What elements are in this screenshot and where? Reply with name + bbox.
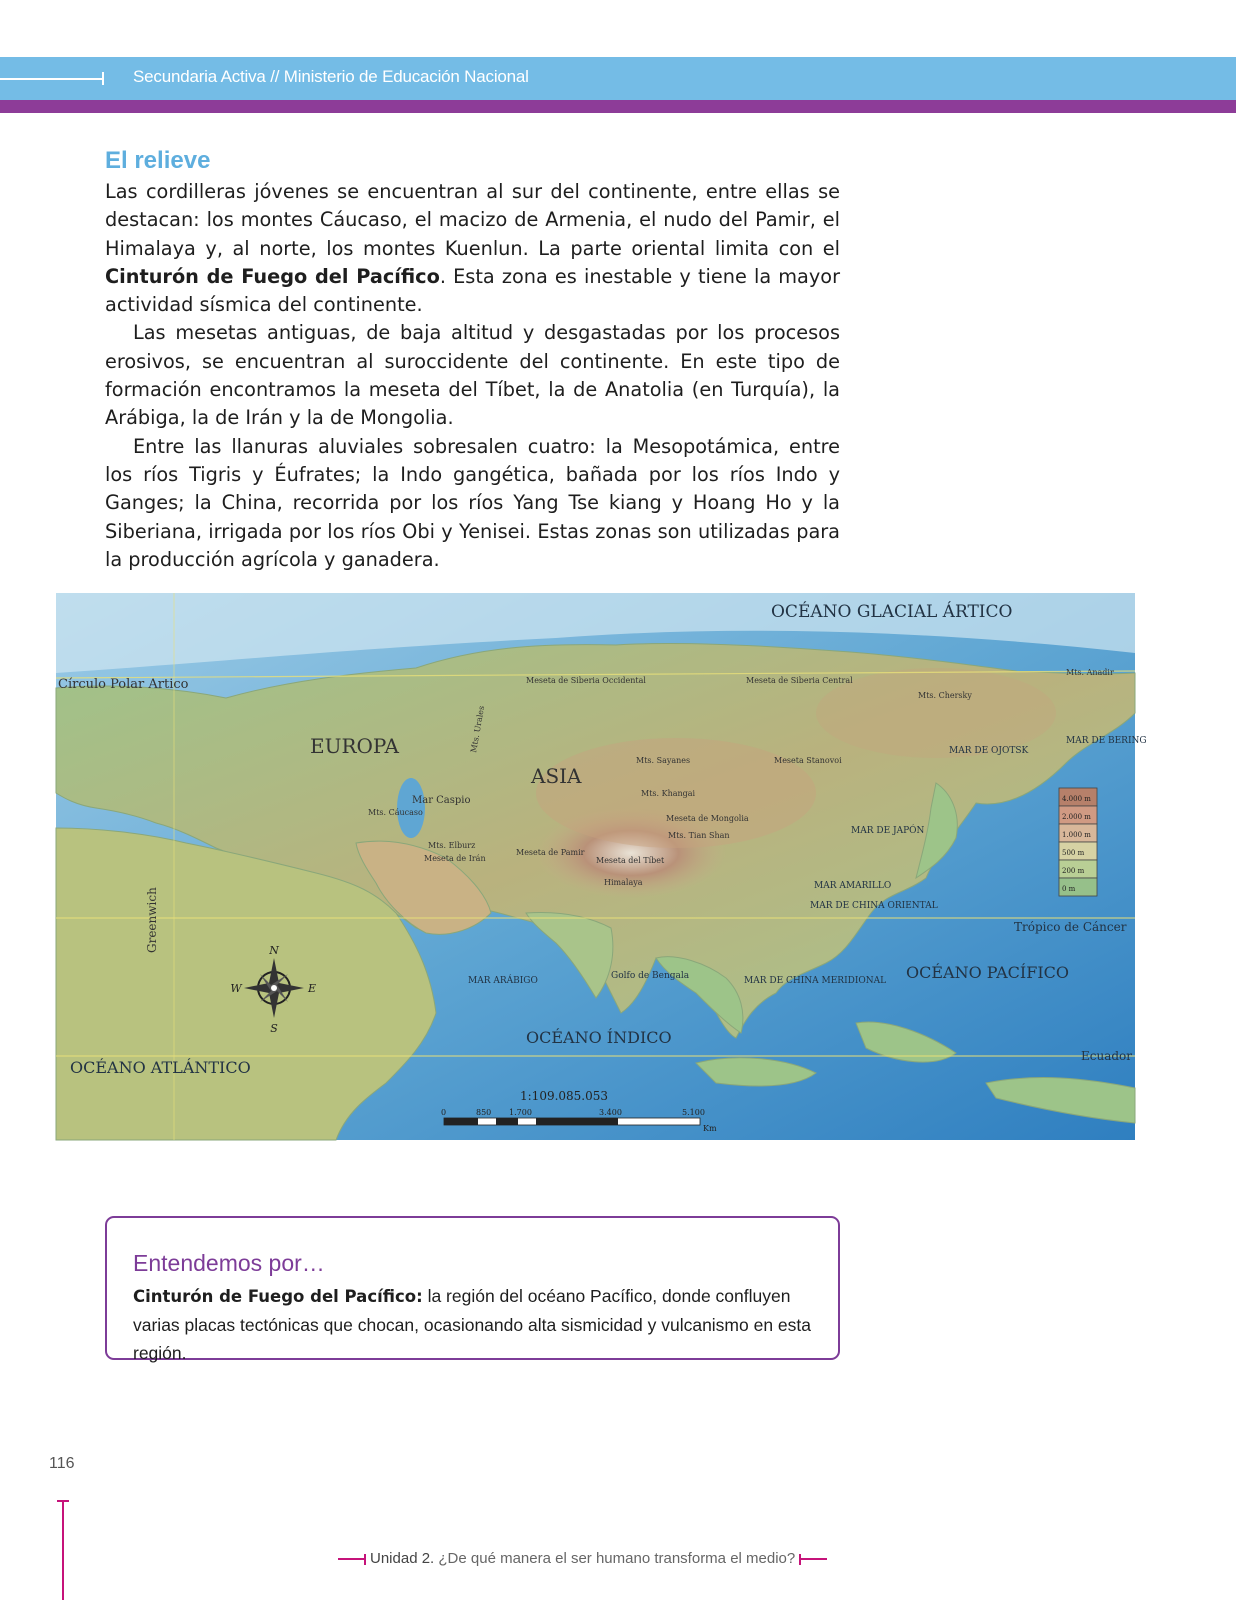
footer-vertical-rule bbox=[62, 1500, 64, 1600]
map-label-caspian: Mar Caspio bbox=[412, 795, 471, 806]
map-label-urals: Mts. Urales bbox=[469, 705, 487, 754]
legend-500: 500 m bbox=[1062, 849, 1085, 857]
map-label-arabian-sea: MAR ARÁBIGO bbox=[468, 976, 538, 986]
scale-tick-1700: 1.700 bbox=[509, 1108, 532, 1117]
scale-ratio: 1:109.085.053 bbox=[520, 1089, 609, 1103]
scale-tick-5100: 5.100 bbox=[682, 1108, 705, 1117]
scale-unit: Km bbox=[703, 1124, 717, 1133]
map-label-chersky: Mts. Chersky bbox=[918, 691, 972, 700]
map-label-w-siberia: Meseta de Siberia Occidental bbox=[526, 676, 646, 685]
definition-term: Cinturón de Fuego del Pacífico: bbox=[133, 1287, 423, 1306]
map-label-greenwich: Greenwich bbox=[145, 887, 159, 953]
map-label-atlantic: OCÉANO ATLÁNTICO bbox=[70, 1058, 251, 1077]
map-label-europe: EUROPA bbox=[310, 734, 399, 758]
definition-text bbox=[133, 1282, 823, 1367]
map-label-indian: OCÉANO ÍNDICO bbox=[526, 1028, 672, 1047]
legend-200: 200 m bbox=[1062, 867, 1085, 875]
definition-body: la región del océano Pacífico, donde confluyen varias placas tectónicas que chocan, ocasionando alta sismicidad y vulcanismo en esta región. bbox=[133, 1286, 812, 1363]
map-label-sayanes: Mts. Sayanes bbox=[636, 756, 691, 765]
footer-tick-left bbox=[364, 1554, 366, 1565]
map-label-japan-sea: MAR DE JAPÓN bbox=[851, 826, 925, 836]
map-label-himalaya: Himalaya bbox=[604, 878, 643, 887]
map-label-stanovoi: Meseta Stanovoi bbox=[774, 756, 842, 765]
legend-0: 0 m bbox=[1062, 885, 1076, 893]
body-text bbox=[105, 178, 840, 574]
compass-w: W bbox=[230, 982, 242, 995]
map-label-elburz: Mts. Elburz bbox=[428, 841, 476, 850]
scale-tick-0: 0 bbox=[441, 1108, 447, 1117]
map-label-arctic: OCÉANO GLACIAL ÁRTICO bbox=[771, 602, 1013, 622]
map-label-tianshan: Mts. Tian Shan bbox=[668, 831, 730, 840]
paragraph-1-end: . Esta zona es inestable y tiene la mayor actividad sísmica del continente. bbox=[105, 264, 840, 317]
map-label-south-china: MAR DE CHINA MERIDIONAL bbox=[744, 976, 887, 986]
map-label-pacific: OCÉANO PACÍFICO bbox=[906, 963, 1069, 982]
footer-dash-left bbox=[338, 1558, 364, 1560]
legend-1000: 1.000 m bbox=[1062, 831, 1091, 839]
header-purple-bar bbox=[0, 100, 1236, 113]
map-label-caucaso: Mts. Cáucaso bbox=[368, 808, 423, 817]
map-label-bering: MAR DE BERING bbox=[1066, 736, 1147, 746]
header-title: Secundaria Activa // Ministerio de Educación Nacional bbox=[133, 67, 529, 86]
paragraph-3: Entre las llanuras aluviales sobresalen cuatro: la Mesopotámica, entre los ríos Tigris y Éufrates; la Indo gangética, bañada por los ríos Indo y Ganges; la China, recorrida por los ríos Yang Tse kiang y Hoang Ho y la Siberiana, irrigada por los ríos Obi y Yenisei. Estas zonas son utilizadas para la producción agrícola y ganadera. bbox=[105, 434, 840, 571]
scale-tick-3400: 3.400 bbox=[599, 1108, 622, 1117]
map-label-polar-circle: Círculo Polar Artico bbox=[58, 677, 189, 692]
scale-tick-850: 850 bbox=[476, 1108, 492, 1117]
asia-relief-map bbox=[56, 593, 1147, 1140]
definition-title: Entendemos por… bbox=[133, 1250, 325, 1276]
map-label-tibet: Meseta del Tíbet bbox=[596, 856, 665, 865]
map-label-tropic: Trópico de Cáncer bbox=[1014, 920, 1127, 934]
compass-s: S bbox=[270, 1022, 278, 1035]
header-rule bbox=[0, 78, 103, 80]
paragraph-1-bold-term: Cinturón de Fuego del Pacífico bbox=[105, 264, 440, 288]
paragraph-2: Las mesetas antiguas, de baja altitud y desgastadas por los procesos erosivos, se encuentran al suroccidente del continente. En este tipo de formación encontramos la meseta del Tíbet, la de Anatolia (en Turquía), la Arábiga, la de Irán y la de Mongolia. bbox=[105, 321, 840, 430]
map-label-equator: Ecuador bbox=[1081, 1049, 1133, 1063]
paragraph-1 bbox=[105, 178, 840, 319]
map-label-c-siberia: Meseta de Siberia Central bbox=[746, 676, 853, 685]
map-elevation-legend bbox=[1059, 788, 1097, 896]
legend-2000: 2.000 m bbox=[1062, 813, 1091, 821]
map-label-asia: ASIA bbox=[531, 764, 582, 788]
map-label-iran: Meseta de Irán bbox=[424, 854, 486, 863]
footer bbox=[338, 1550, 827, 1567]
map-label-mongolia: Meseta de Mongolia bbox=[666, 814, 749, 823]
map-label-yellow-sea: MAR AMARILLO bbox=[814, 881, 892, 891]
compass-n: N bbox=[269, 944, 279, 957]
map-label-pamir: Meseta de Pamir bbox=[516, 848, 585, 857]
header-band bbox=[0, 57, 1236, 100]
footer-dash-right bbox=[801, 1558, 827, 1560]
map-label-khangai: Mts. Khangai bbox=[641, 789, 696, 798]
footer-question: ¿De qué manera el ser humano transforma el medio? bbox=[434, 1550, 796, 1567]
map-label-east-china: MAR DE CHINA ORIENTAL bbox=[810, 901, 938, 911]
section-title: El relieve bbox=[105, 147, 211, 174]
header-rule-tick bbox=[102, 72, 104, 85]
map-label-bengal: Golfo de Bengala bbox=[611, 971, 690, 981]
map-label-okhotsk: MAR DE OJOTSK bbox=[949, 746, 1029, 756]
page-number: 116 bbox=[49, 1455, 75, 1472]
legend-4000: 4.000 m bbox=[1062, 795, 1091, 803]
definition-box bbox=[105, 1216, 840, 1363]
footer-unit: Unidad 2. bbox=[370, 1550, 435, 1567]
compass-e: E bbox=[307, 982, 317, 995]
map-label-anadyr: Mts. Anadir bbox=[1066, 668, 1114, 677]
paragraph-1-start: Las cordilleras jóvenes se encuentran al sur del continente, entre ellas se destacan: los montes Cáucaso, el macizo de Armenia, el nudo del Pamir, el Himalaya y, al norte, los montes Kuenlun. La parte oriental limita con el bbox=[105, 180, 840, 260]
